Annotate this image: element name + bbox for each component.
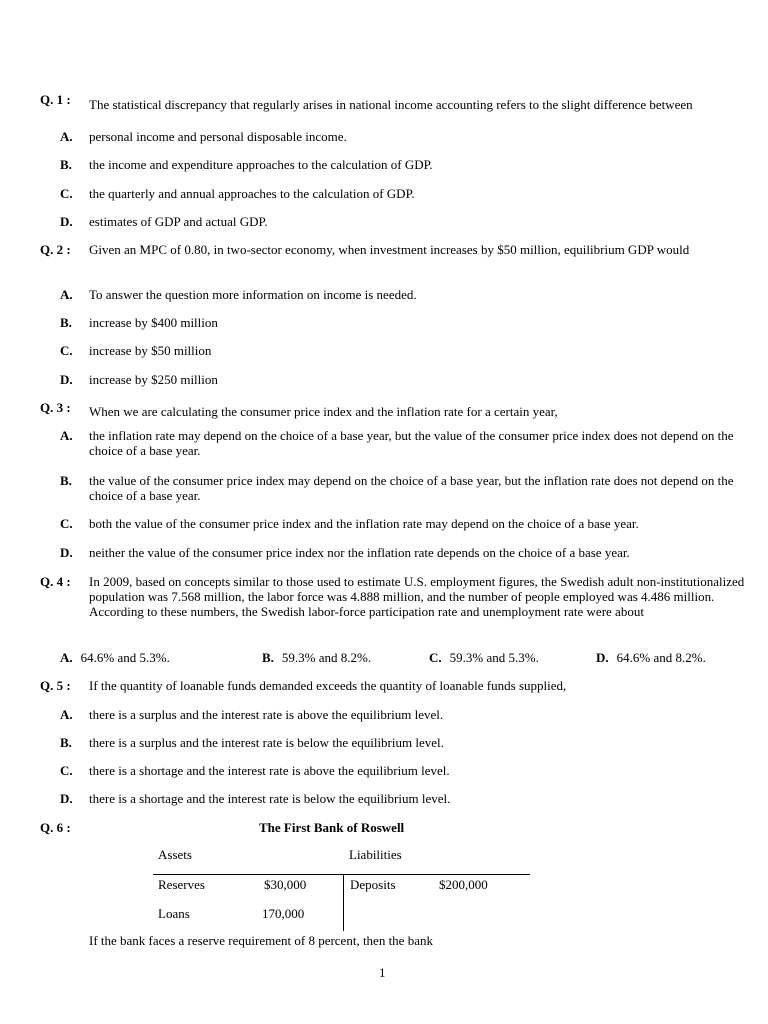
question-text: In 2009, based on concepts similar to those used to estimate U.S. employment figures, the Swedish adult non-institutionalized population was 7.568 million, the labor force was 4.888 million, and the number of people employed was 4.486 million. According to these numbers, the Swedish labor-force participation rate and unemployment rate were about	[89, 574, 745, 619]
option-d: D. increase by $250 million	[60, 372, 218, 387]
question-text: If the bank faces a reserve requirement of 8 percent, then the bank	[89, 933, 433, 948]
option-c: C. both the value of the consumer price index and the inflation rate may depend on the choice of a base year.	[60, 516, 639, 531]
question-text: The statistical discrepancy that regularly arises in national income accounting refers to the slight difference between	[89, 97, 693, 112]
deposits-value: $200,000	[439, 877, 488, 892]
t-account-vertical-rule	[343, 874, 344, 931]
loans-label: Loans	[158, 906, 190, 921]
page-number: 1	[379, 965, 386, 980]
question-number: Q. 3 :	[40, 400, 71, 415]
option-d: D. 64.6% and 8.2%.	[596, 650, 706, 665]
option-b: B. the value of the consumer price index may depend on the choice of a base year, but the inflation rate does not depend on the choice of a base year.	[60, 473, 734, 503]
question-text: When we are calculating the consumer price index and the inflation rate for a certain year,	[89, 404, 558, 419]
option-a: A. 64.6% and 5.3%.	[60, 650, 170, 665]
option-b: B. the income and expenditure approaches to the calculation of GDP.	[60, 157, 433, 172]
question-number: Q. 4 :	[40, 574, 71, 589]
loans-value: 170,000	[262, 906, 305, 921]
question-text: If the quantity of loanable funds demanded exceeds the quantity of loanable funds supplied,	[89, 678, 567, 693]
t-account-horizontal-rule	[153, 874, 530, 875]
option-c: C. there is a shortage and the interest rate is above the equilibrium level.	[60, 763, 450, 778]
question-number: Q. 1 :	[40, 92, 71, 107]
question-2	[40, 242, 745, 387]
question-4	[40, 574, 745, 665]
question-5	[40, 678, 745, 806]
option-b: B. 59.3% and 8.2%.	[262, 650, 372, 665]
option-d: D. estimates of GDP and actual GDP.	[60, 214, 268, 229]
reserves-label: Reserves	[158, 877, 205, 892]
question-number: Q. 5 :	[40, 678, 71, 693]
assets-header: Assets	[158, 847, 192, 862]
question-text: Given an MPC of 0.80, in two-sector economy, when investment increases by $50 million, equilibrium GDP would	[89, 242, 690, 257]
option-row	[40, 650, 745, 666]
option-a: A. there is a surplus and the interest rate is above the equilibrium level.	[60, 707, 444, 722]
option-c: C. the quarterly and annual approaches to the calculation of GDP.	[60, 186, 415, 201]
option-c: C. 59.3% and 5.3%.	[429, 650, 539, 665]
deposits-label: Deposits	[350, 877, 396, 892]
option-d: D. there is a shortage and the interest rate is below the equilibrium level.	[60, 791, 451, 806]
question-number: Q. 6 :	[40, 820, 71, 835]
t-account-table	[153, 845, 531, 935]
liabilities-header: Liabilities	[349, 847, 402, 862]
reserves-value: $30,000	[264, 877, 307, 892]
option-d: D. neither the value of the consumer price index nor the inflation rate depends on the choice of a base year.	[60, 545, 630, 560]
option-a: A. the inflation rate may depend on the choice of a base year, but the value of the consumer price index does not depend on the choice of a base year.	[60, 428, 734, 458]
option-b: B. increase by $400 million	[60, 315, 218, 330]
question-3	[40, 400, 745, 560]
question-1	[40, 92, 745, 229]
option-c: C. increase by $50 million	[60, 343, 212, 358]
question-number: Q. 2 :	[40, 242, 71, 257]
bank-title: The First Bank of Roswell	[259, 820, 405, 835]
option-a: A. personal income and personal disposable income.	[60, 129, 347, 144]
option-b: B. there is a surplus and the interest rate is below the equilibrium level.	[60, 735, 444, 750]
option-a: A. To answer the question more information on income is needed.	[60, 287, 417, 302]
